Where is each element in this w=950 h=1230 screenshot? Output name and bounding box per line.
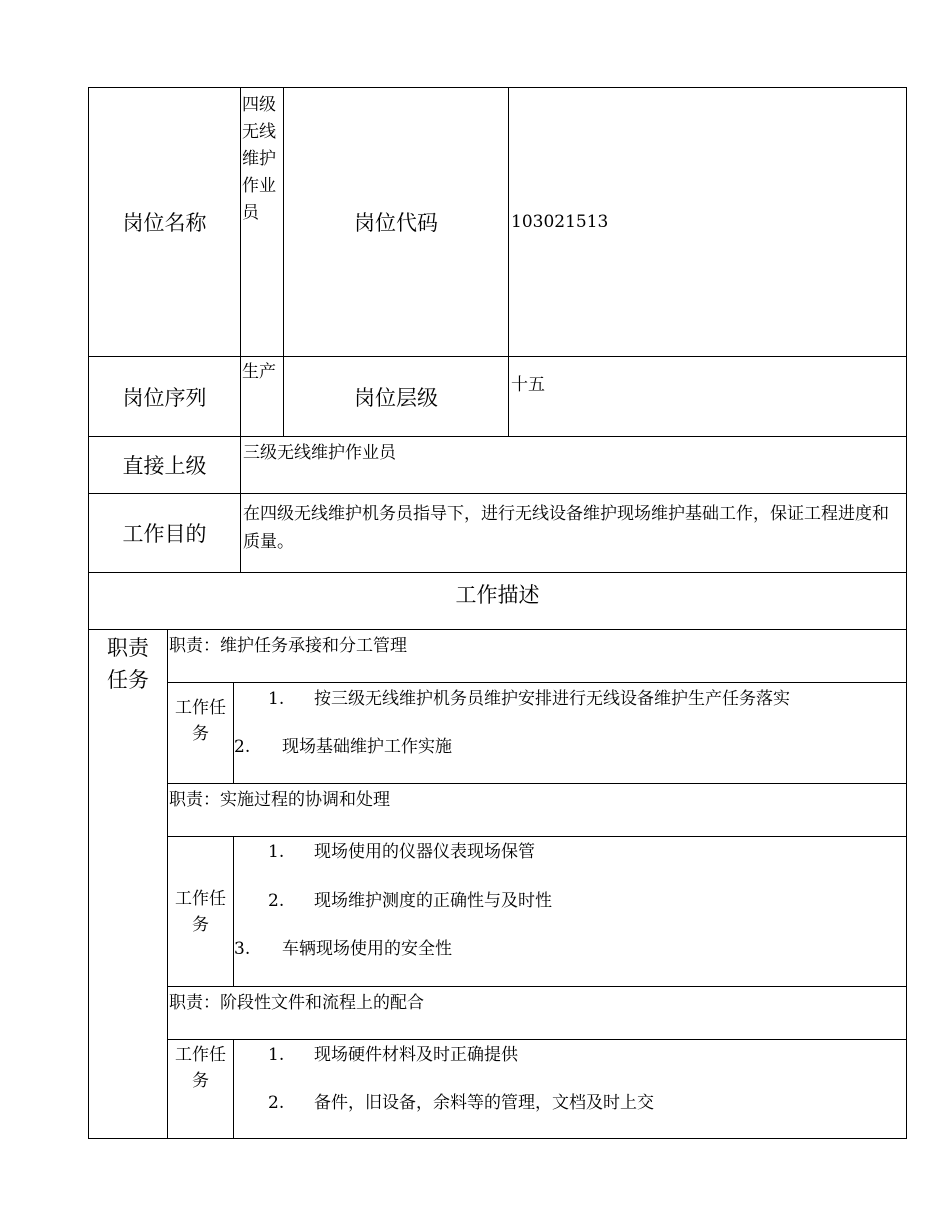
duty-title: 职责：阶段性文件和流程上的配合 xyxy=(167,986,907,1040)
task-text: 现场维护测度的正确性与及时性 xyxy=(314,891,552,911)
work-description-title: 工作描述 xyxy=(88,572,907,630)
purpose-label: 工作目的 xyxy=(88,493,241,573)
task-number: 2. xyxy=(234,737,251,757)
task-text: 现场使用的仪器仪表现场保管 xyxy=(314,842,535,862)
task-number: 1. xyxy=(268,1045,285,1065)
position-code-label: 岗位代码 xyxy=(283,87,509,357)
task-number: 1. xyxy=(268,689,285,709)
position-level-value: 十五 xyxy=(508,356,907,437)
position-code-value: 103021513 xyxy=(508,87,907,357)
position-name-value: 四级无线维护作业员 xyxy=(240,87,284,357)
task-text: 现场硬件材料及时正确提供 xyxy=(314,1045,518,1065)
task-label: 工作任务 xyxy=(167,836,234,987)
task-text: 车辆现场使用的安全性 xyxy=(282,939,452,959)
purpose-value: 在四级无线维护机务员指导下，进行无线设备维护现场维护基础工作，保证工程进度和质量。 xyxy=(240,493,907,573)
task-label: 工作任务 xyxy=(167,682,234,784)
position-series-value: 生产 xyxy=(240,356,284,437)
task-number: 1. xyxy=(268,842,285,862)
position-series-label: 岗位序列 xyxy=(88,356,241,437)
job-description-table xyxy=(88,87,907,1139)
task-list xyxy=(233,836,907,987)
position-level-label: 岗位层级 xyxy=(283,356,509,437)
superior-label: 直接上级 xyxy=(88,436,241,494)
position-name-label: 岗位名称 xyxy=(88,87,241,357)
task-number: 2. xyxy=(268,891,285,911)
task-text: 按三级无线维护机务员维护安排进行无线设备维护生产任务落实 xyxy=(314,689,790,709)
superior-value: 三级无线维护作业员 xyxy=(240,436,907,494)
task-number: 2. xyxy=(268,1093,285,1113)
duty-title: 职责：实施过程的协调和处理 xyxy=(167,783,907,837)
task-list xyxy=(233,682,907,784)
duty-title: 职责：维护任务承接和分工管理 xyxy=(167,629,907,683)
duties-side-label: 职责任务 xyxy=(88,629,168,1139)
task-text: 现场基础维护工作实施 xyxy=(282,737,452,757)
task-label: 工作任务 xyxy=(167,1039,234,1139)
task-list xyxy=(233,1039,907,1139)
task-number: 3. xyxy=(234,939,251,959)
task-text: 备件，旧设备，余料等的管理，文档及时上交 xyxy=(314,1093,654,1113)
